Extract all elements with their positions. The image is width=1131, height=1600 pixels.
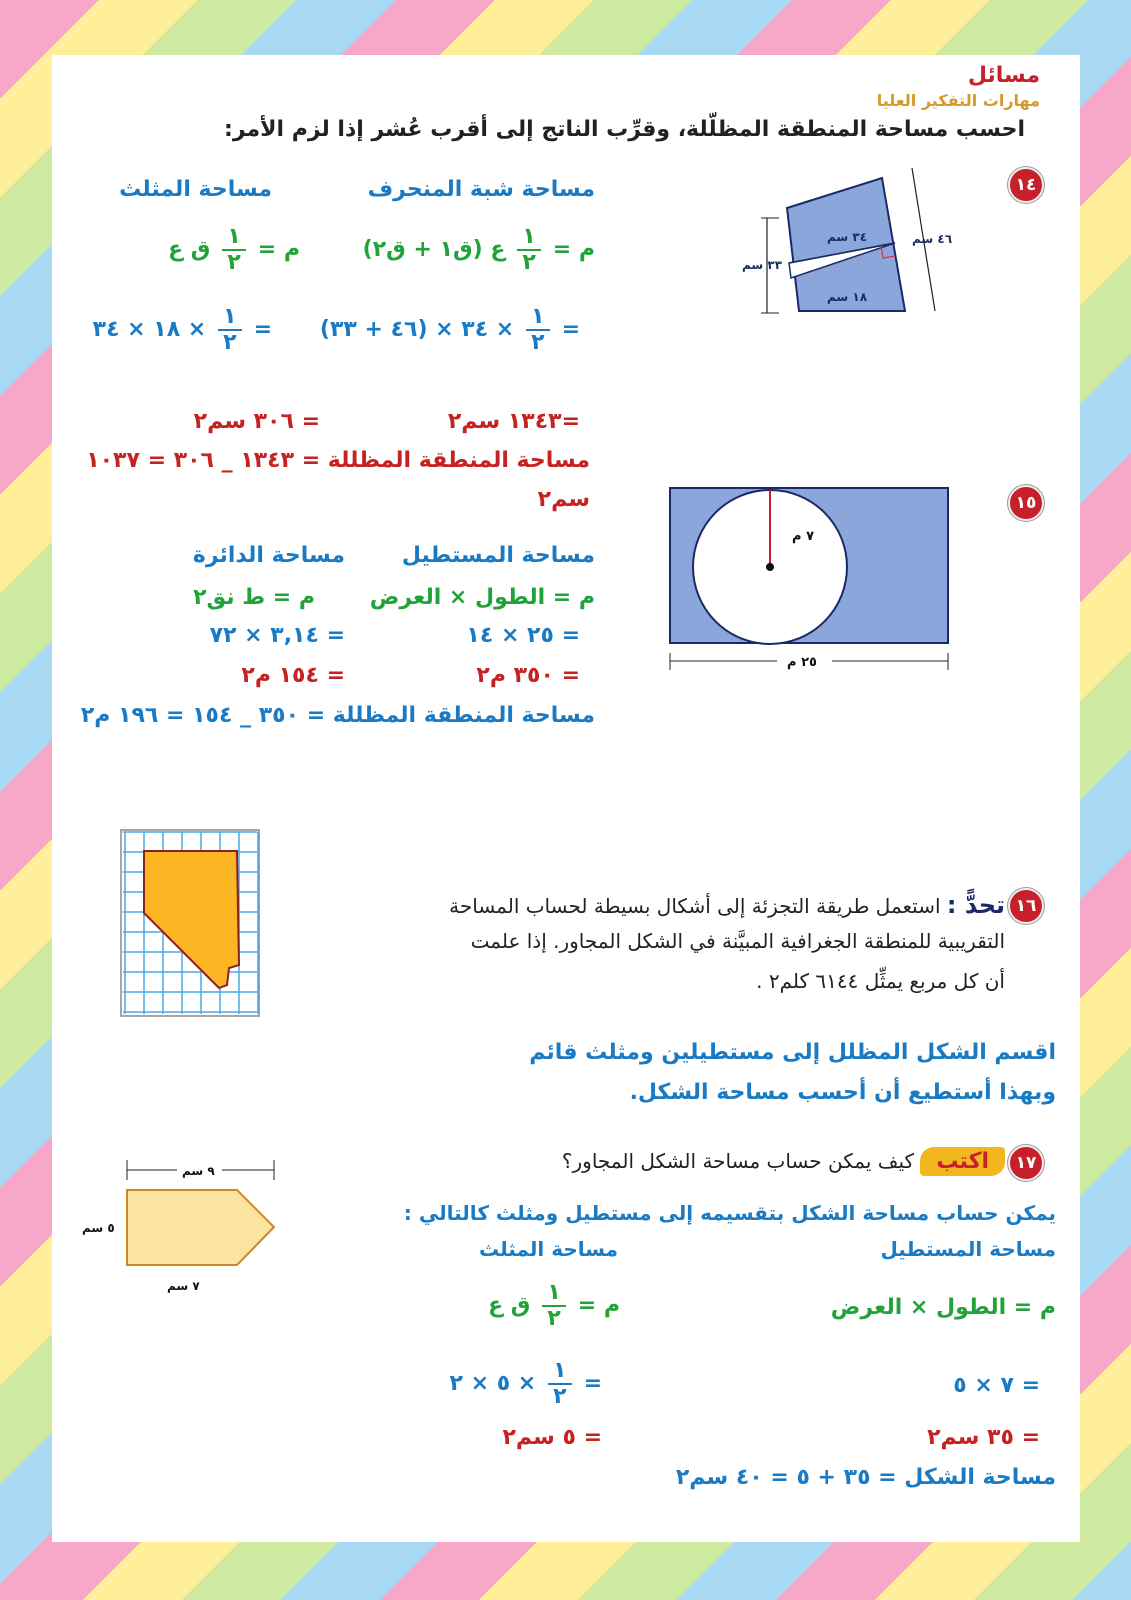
q15-rect-formula: م = الطول × العرض	[369, 585, 595, 610]
pentagon-left-label: ٥ سم	[82, 1221, 115, 1235]
question-16-number: ١٦	[1008, 888, 1044, 924]
trap-label-bottom: ١٨ سم	[827, 290, 868, 304]
question-17-number: ١٧	[1008, 1145, 1044, 1181]
q14-shaded-area: مساحة المنطقة المظللة = ١٣٤٣ _ ٣٠٦ = ١٠٣٧	[86, 448, 590, 473]
q17-question: اكتب كيف يمكن حساب مساحة الشكل المجاور؟	[562, 1147, 1005, 1176]
q15-rect-title: مساحة المستطيل	[401, 543, 595, 568]
rect-width-label: ٢٥ م	[787, 655, 817, 670]
q17-tri-result: = ٥ سم٢	[502, 1425, 602, 1450]
q14-tri-result: = ٣٠٦ سم٢	[193, 409, 320, 434]
question-15-number: ١٥	[1008, 485, 1044, 521]
q14-trap-substitution: = $\frac{١}{٢}$ × ٣٤ × (٤٦ + ٣٣)	[319, 304, 580, 356]
q16-answer2: وبهذا أستطيع أن أحسب مساحة الشكل.	[629, 1080, 1056, 1105]
pentagon-top-label: ٩ سم	[182, 1164, 215, 1178]
trap-label-right: ٤٦ سم	[912, 232, 953, 246]
q17-rect-result: = ٣٥ سم٢	[927, 1425, 1040, 1450]
q15-circle-formula: م = ط نق٢	[193, 585, 315, 610]
q17-rect-substitution: = ٧ × ٥	[953, 1373, 1040, 1398]
pentagon-bottom-label: ٧ سم	[167, 1279, 200, 1293]
q15-circle-result: = ١٥٤ م٢	[241, 663, 345, 688]
q15-rect-result: = ٣٥٠ م٢	[476, 663, 580, 688]
q15-rect-substitution: = ٢٥ × ١٤	[466, 623, 580, 648]
q15-circle-title: مساحة الدائرة	[192, 543, 345, 568]
q16-line1: تحدًّ : استعمل طريقة التجزئة إلى أشكال بسيطة لحساب المساحة	[449, 891, 1005, 919]
section-title: مسائل	[967, 63, 1040, 88]
q17-tri-title: مساحة المثلث	[478, 1237, 618, 1261]
subsection-title: مهارات التفكير العليا	[876, 91, 1040, 110]
q14-tri-formula: م = $\frac{١}{٢}$ ق ع	[168, 224, 300, 276]
question-14-number: ١٤	[1008, 167, 1044, 203]
instruction-text: احسب مساحة المنطقة المظلّلة، وقرِّب الناتج إلى أقرب عُشر إذا لزم الأمر:	[224, 117, 1025, 142]
q17-rect-formula: م = الطول × العرض	[830, 1295, 1056, 1320]
q15-shaded-area: مساحة المنطقة المظللة = ٣٥٠ _ ١٥٤ = ١٩٦ م٢	[80, 703, 595, 728]
trapezoid-figure	[742, 163, 957, 323]
pentagon-figure	[82, 1155, 292, 1305]
q16-challenge-label: تحدًّ :	[946, 891, 1005, 919]
worksheet-page	[52, 55, 1080, 1542]
q14-trap-formula: م = $\frac{١}{٢}$ ع (ق١ + ق٢)	[362, 224, 595, 276]
q15-circle-substitution: = ٣,١٤ × ٧٢	[209, 623, 345, 648]
rectangle-circle-figure	[667, 485, 957, 680]
q17-rect-title: مساحة المستطيل	[880, 1237, 1056, 1261]
trap-label-top: ٣٤ سم	[827, 230, 868, 244]
q14-tri-substitution: = $\frac{١}{٢}$ × ١٨ × ٣٤	[92, 304, 272, 356]
q17-answer: يمكن حساب مساحة الشكل بتقسيمه إلى مستطيل ومثلث كالتالي :	[403, 1201, 1056, 1225]
q16-line3: أن كل مربع يمثِّل ٦١٤٤ كلم٢ .	[756, 969, 1005, 993]
trap-label-left: ٣٣ سم	[742, 258, 783, 272]
grid-map-figure	[119, 828, 261, 1018]
q14-trap-title: مساحة شبة المنحرف	[367, 177, 595, 202]
q16-answer1: اقسم الشكل المظلل إلى مستطيلين ومثلث قائم	[529, 1040, 1056, 1065]
q14-shaded-unit: سم٢	[537, 487, 590, 512]
q14-tri-title: مساحة المثلث	[119, 177, 272, 202]
write-badge: اكتب	[920, 1147, 1005, 1176]
q16-line2: التقريبية للمنطقة الجغرافية المبيَّنة في الشكل المجاور. إذا علمت	[470, 929, 1005, 953]
q14-trap-result: =١٣٤٣ سم٢	[447, 409, 580, 434]
q17-tri-substitution: = $\frac{١}{٢}$ × ٥ × ٢	[449, 1358, 602, 1410]
q17-total: مساحة الشكل = ٣٥ + ٥ = ٤٠ سم٢	[675, 1465, 1056, 1490]
circle-radius-label: ٧ م	[792, 529, 814, 544]
q17-tri-formula: م = $\frac{١}{٢}$ ق ع	[488, 1280, 620, 1332]
